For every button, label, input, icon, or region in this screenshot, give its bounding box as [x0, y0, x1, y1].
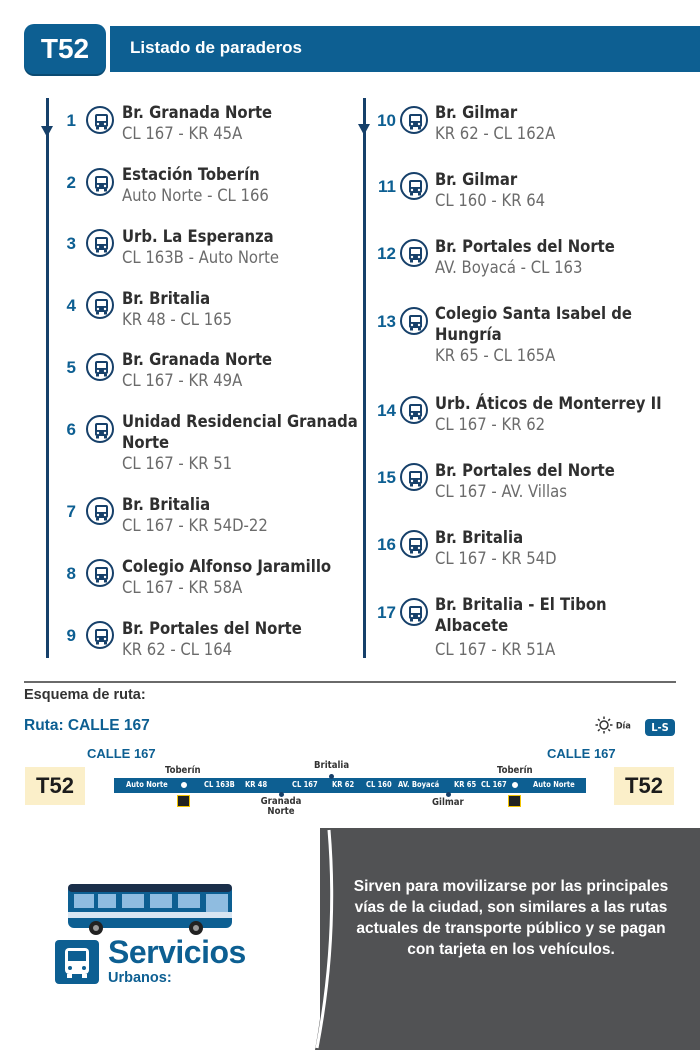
stop-number: 17: [377, 603, 396, 622]
stop-number: 3: [66, 234, 76, 253]
stop-number: 5: [66, 358, 76, 377]
stop-number: 15: [377, 468, 396, 487]
stop-address: CL 167 - KR 54D-22: [122, 516, 268, 535]
stop-name: Br. Portales del Norte: [435, 237, 615, 256]
route-code-badge: T52: [24, 24, 106, 74]
bus-stop-icon: [86, 168, 114, 196]
decorative-swoosh: [305, 828, 345, 1050]
stop-number: 14: [377, 401, 396, 420]
station-marker: [179, 780, 189, 790]
stop-address: CL 167 - KR 51A: [435, 640, 556, 659]
bus-stop-icon: [400, 530, 428, 558]
bus-stop-icon: [400, 307, 428, 335]
stop-name: Br. Britalia - El Tibon: [435, 595, 607, 614]
page-title: Listado de paraderos: [130, 38, 302, 57]
bus-stop-icon: [86, 229, 114, 257]
stop-address: CL 167 - AV. Villas: [435, 482, 567, 501]
stop-name: Urb. La Esperanza: [122, 227, 274, 246]
schematic-title: Esquema de ruta:: [24, 687, 146, 703]
stop-name: Br. Gilmar: [435, 103, 518, 122]
stop-address: CL 167 - KR 62: [435, 415, 546, 434]
stop-address: CL 167 - KR 45A: [122, 124, 243, 143]
section-divider: [24, 681, 676, 683]
stop-name: Colegio Santa Isabel de: [435, 304, 632, 323]
segment-label: KR 65: [454, 780, 477, 789]
stop-name: Br. Granada Norte: [122, 350, 273, 369]
stop-address: KR 62 - CL 164: [122, 640, 233, 659]
services-title: Servicios: [108, 934, 246, 970]
segment-label: Auto Norte: [533, 780, 575, 789]
bus-stop-icon: [400, 463, 428, 491]
route-label: Ruta: CALLE 167: [24, 717, 150, 734]
sun-icon: [595, 716, 613, 737]
bus-front-icon: [55, 940, 99, 984]
segment-label: CL 163B: [204, 780, 235, 789]
schematic-stop-label: Britalia: [314, 760, 350, 771]
stop-address: CL 167 - KR 58A: [122, 578, 243, 597]
stop-name: Br. Portales del Norte: [122, 619, 302, 638]
segment-label: KR 62: [332, 780, 355, 789]
bus-stop-icon: [400, 106, 428, 134]
end-code-left: T52: [25, 767, 85, 805]
stop-number: 7: [66, 502, 76, 521]
stop-name: Br. Granada Norte: [122, 103, 273, 122]
day-label: Día: [615, 721, 631, 732]
stop-name: Colegio Alfonso Jaramillo: [122, 557, 332, 576]
segment-label: CL 167: [481, 780, 507, 789]
stop-name: Br. Portales del Norte: [435, 461, 615, 480]
end-label-left: CALLE 167: [87, 746, 156, 761]
stop-address: KR 48 - CL 165: [122, 310, 233, 329]
stop-name-line2: Albacete: [435, 616, 509, 635]
bus-stop-icon: [86, 621, 114, 649]
bus-stop-icon: [400, 396, 428, 424]
stop-name: Br. Gilmar: [435, 170, 518, 189]
stop-address: Auto Norte - CL 166: [122, 186, 269, 205]
stop-name: Urb. Áticos de Monterrey II: [435, 394, 662, 413]
segment-label: AV. Boyacá: [398, 780, 440, 789]
stop-address: KR 65 - CL 165A: [435, 346, 556, 365]
stop-address: KR 62 - CL 162A: [435, 124, 556, 143]
services-subtitle: Urbanos:: [108, 970, 172, 986]
bus-illustration: [66, 878, 234, 938]
stop-number: 12: [377, 244, 396, 263]
segment-label: KR 48: [245, 780, 268, 789]
stop-marker: [329, 774, 334, 779]
stop-address: CL 167 - KR 51: [122, 454, 233, 473]
station-marker: [510, 780, 520, 790]
bus-stop-icon: [86, 291, 114, 319]
schematic-stop-label: Toberín: [165, 765, 201, 776]
schedule-badge: L-S: [645, 719, 675, 736]
stop-number: 4: [66, 296, 76, 315]
stop-number: 16: [377, 535, 396, 554]
stop-name-line2: Hungría: [435, 325, 502, 344]
end-code-right: T52: [614, 767, 674, 805]
stop-address: CL 167 - KR 49A: [122, 371, 243, 390]
schematic-stop-label: Gilmar: [432, 797, 464, 808]
bus-stop-icon: [400, 598, 428, 626]
stop-number: 11: [378, 177, 396, 196]
bus-stop-icon: [86, 106, 114, 134]
segment-label: CL 160: [366, 780, 392, 789]
bus-stop-icon: [400, 172, 428, 200]
stop-number: 8: [66, 564, 76, 583]
portal-icon: [177, 795, 190, 807]
stop-address: AV. Boyacá - CL 163: [435, 258, 583, 277]
stop-name: Unidad Residencial Granada: [122, 412, 358, 431]
stop-address: CL 160 - KR 64: [435, 191, 546, 210]
stop-name: Br. Britalia: [122, 495, 211, 514]
bus-stop-icon: [86, 353, 114, 381]
portal-icon: [508, 795, 521, 807]
stop-name: Br. Britalia: [435, 528, 524, 547]
bus-stop-icon: [86, 559, 114, 587]
stop-number: 10: [377, 111, 396, 130]
bus-stop-icon: [400, 239, 428, 267]
services-description: Sirven para movilizarse por las principales vías de la ciudad, son similares a las rutas actuales de transporte público y se pagan con tarjeta en los vehículos.: [353, 878, 669, 958]
stop-name-line2: Norte: [122, 433, 170, 452]
stop-name: Br. Britalia: [122, 289, 211, 308]
schematic-stop-label: Granada Norte: [260, 796, 302, 817]
stop-number: 1: [66, 111, 76, 130]
stop-number: 6: [66, 420, 76, 439]
schematic-stop-label: Toberín: [497, 765, 533, 776]
stop-name: Estación Toberín: [122, 165, 260, 184]
segment-label: CL 167: [292, 780, 318, 789]
end-label-right: CALLE 167: [547, 746, 616, 761]
segment-label: Auto Norte: [126, 780, 168, 789]
stop-number: 9: [66, 626, 76, 645]
stop-address: CL 167 - KR 54D: [435, 549, 557, 568]
bus-stop-icon: [86, 497, 114, 525]
day-indicator: [595, 716, 631, 737]
stop-address: CL 163B - Auto Norte: [122, 248, 280, 267]
stop-number: 2: [66, 173, 76, 192]
bus-stop-icon: [86, 415, 114, 443]
stop-number: 13: [377, 312, 396, 331]
